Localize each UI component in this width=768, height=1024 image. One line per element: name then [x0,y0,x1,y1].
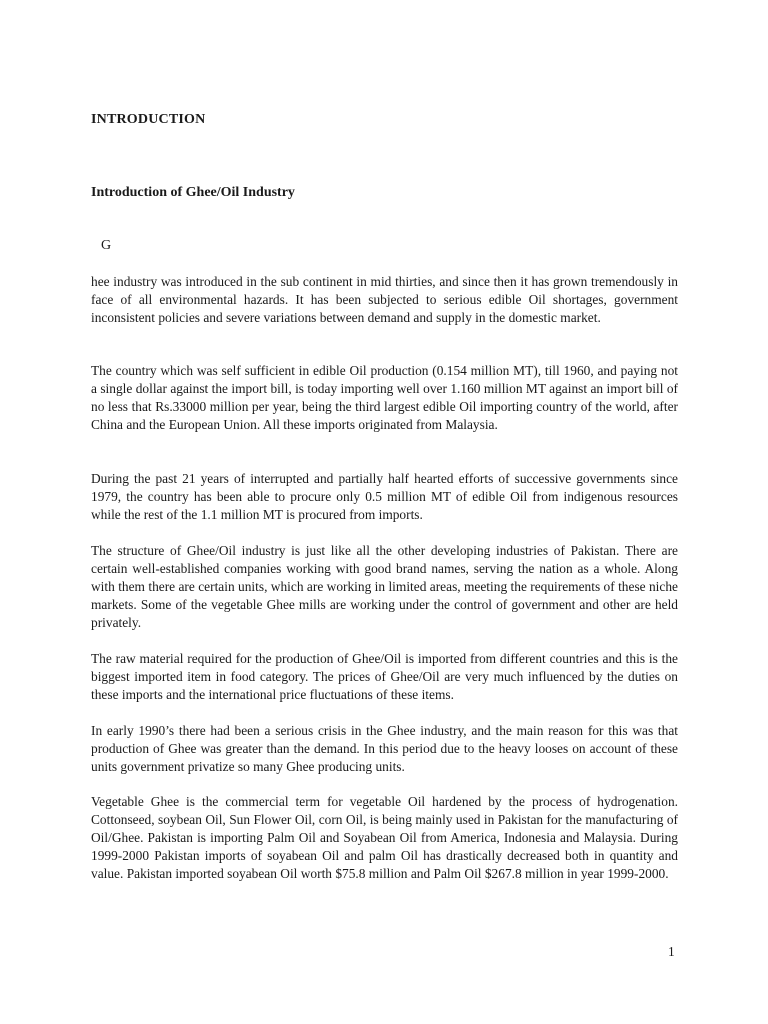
paragraph-2: The country which was self sufficient in edible Oil production (0.154 million MT), till 1960, and paying not a single dollar against the import bill, is today importing well over 1.160 million MT against an import bill of no less that Rs.33000 million per year, being the third largest edible Oil importing country of the world, after China and the European Union. All these imports originated from Malaysia. [91,363,678,432]
paragraph-7: Vegetable Ghee is the commercial term for vegetable Oil hardened by the process of hydrogenation. Cottonseed, soybean Oil, Sun Flower Oil, corn Oil, is being mainly used in Pakistan for the manufacturing of Oil/Ghee. Pakistan is importing Palm Oil and Soyabean Oil from America, Indonesia and Malaysia. During 1999-2000 Pakistan imports of soyabean Oil and palm Oil has drastically decreased both in quantity and value. Pakistan imported soyabean Oil worth $75.8 million and Palm Oil $267.8 million in year 1999-2000. [91,794,678,881]
section-heading: INTRODUCTION [91,112,206,127]
paragraph-1: hee industry was introduced in the sub continent in mid thirties, and since then it has grown tremendously in face of all environmental hazards. It has been subjected to serious edible Oil shortages, government inconsistent policies and severe variations between demand and supply in the domestic market. [91,274,678,325]
paragraph-4: The structure of Ghee/Oil industry is just like all the other developing industries of Pakistan. There are certain well-established companies working with good brand names, serving the nation as a whole. Along with them there are certain units, which are working in limited areas, meeting the requirements of these niche markets. Some of the vegetable Ghee mills are working under the control of government and other are held privately. [91,543,678,630]
subsection-heading: Introduction of Ghee/Oil Industry [91,185,295,200]
page-number: 1 [668,944,675,959]
paragraph-6: In early 1990’s there had been a serious crisis in the Ghee industry, and the main reason for this was that production of Ghee was greater than the demand. In this period due to the heavy looses on account of these units government privatize so many Ghee producing units. [91,723,678,774]
paragraph-3: During the past 21 years of interrupted and partially half hearted efforts of successive governments since 1979, the country has been able to procure only 0.5 million MT of edible Oil from indigenous resources while the rest of the 1.1 million MT is procured from imports. [91,471,678,522]
drop-cap-letter: G [101,238,112,253]
paragraph-5: The raw material required for the production of Ghee/Oil is imported from different countries and this is the biggest imported item in food category. The prices of Ghee/Oil are very much influenced by the duties on these imports and the international price fluctuations of these items. [91,651,678,702]
